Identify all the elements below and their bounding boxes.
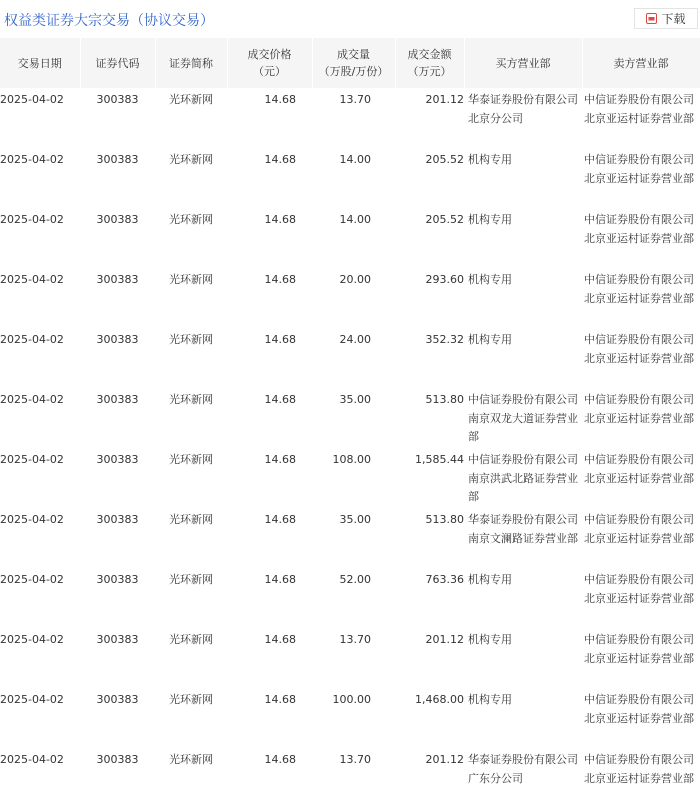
cell-amount: 201.12 [425,633,464,646]
cell-volume: 24.00 [339,333,371,346]
cell-seller: 中信证券股份有限公司北京亚运村证券营业部 [584,573,694,605]
cell-date: 2025-04-02 [0,693,64,706]
cell-date: 2025-04-02 [0,633,64,646]
cell-name: 光环新网 [169,153,213,166]
cell-buyer: 机构专用 [468,693,512,706]
cell-code: 300383 [96,633,139,646]
cell-date: 2025-04-02 [0,333,64,346]
cell-code: 300383 [96,753,139,766]
cell-volume: 14.00 [339,213,371,226]
header-price-line2: （元） [253,65,286,78]
cell-buyer: 机构专用 [468,213,512,226]
cell-date: 2025-04-02 [0,213,64,226]
cell-price: 14.68 [264,513,296,526]
cell-amount: 352.32 [425,333,464,346]
cell-amount: 763.36 [425,573,464,586]
cell-price: 14.68 [264,213,296,226]
cell-name: 光环新网 [169,633,213,646]
cell-seller: 中信证券股份有限公司北京亚运村证券营业部 [584,513,694,545]
cell-code: 300383 [96,573,139,586]
cell-amount: 513.80 [425,513,464,526]
header-price-line1: 成交价格 [247,48,292,61]
cell-volume: 52.00 [339,573,371,586]
table-header-row [0,38,700,88]
cell-buyer: 华泰证券股份有限公司广东分公司 [468,753,578,785]
cell-volume: 108.00 [332,453,371,466]
table-row [0,508,700,568]
cell-date: 2025-04-02 [0,93,64,106]
cell-code: 300383 [96,273,139,286]
cell-name: 光环新网 [169,693,213,706]
cell-price: 14.68 [264,453,296,466]
cell-seller: 中信证券股份有限公司北京亚运村证券营业部 [584,633,694,665]
cell-price: 14.68 [264,153,296,166]
cell-price: 14.68 [264,273,296,286]
header-volume[interactable] [312,38,395,88]
cell-seller: 中信证券股份有限公司北京亚运村证券营业部 [584,693,694,725]
cell-name: 光环新网 [169,513,213,526]
cell-seller: 中信证券股份有限公司北京亚运村证券营业部 [584,333,694,365]
cell-date: 2025-04-02 [0,153,64,166]
cell-date: 2025-04-02 [0,273,64,286]
table-row [0,388,700,448]
header-volume-line1: 成交量 [337,48,370,61]
cell-name: 光环新网 [169,753,213,766]
cell-volume: 14.00 [339,153,371,166]
header-price[interactable] [227,38,312,88]
header-amount-line2: （万元） [407,65,452,78]
cell-amount: 205.52 [425,213,464,226]
cell-code: 300383 [96,153,139,166]
header-date[interactable]: 交易日期 [0,38,80,88]
cell-date: 2025-04-02 [0,393,64,406]
cell-seller: 中信证券股份有限公司北京亚运村证券营业部 [584,453,694,485]
cell-date: 2025-04-02 [0,513,64,526]
cell-volume: 35.00 [339,513,371,526]
header-amount-line1: 成交金额 [407,48,452,61]
table-row [0,748,700,808]
cell-seller: 中信证券股份有限公司北京亚运村证券营业部 [584,213,694,245]
table-row [0,628,700,688]
cell-amount: 1,585.44 [415,453,464,466]
cell-price: 14.68 [264,333,296,346]
page-title: 权益类证券大宗交易（协议交易） [4,13,214,29]
cell-volume: 13.70 [339,753,371,766]
download-button[interactable] [634,8,698,29]
page-header [0,0,700,38]
cell-seller: 中信证券股份有限公司北京亚运村证券营业部 [584,273,694,305]
cell-price: 14.68 [264,693,296,706]
cell-price: 14.68 [264,753,296,766]
cell-code: 300383 [96,513,139,526]
table-row [0,688,700,748]
table-row [0,268,700,328]
cell-buyer: 机构专用 [468,633,512,646]
cell-price: 14.68 [264,393,296,406]
cell-buyer: 华泰证券股份有限公司北京分公司 [468,93,578,125]
cell-amount: 205.52 [425,153,464,166]
cell-buyer: 机构专用 [468,333,512,346]
cell-name: 光环新网 [169,273,213,286]
table-row [0,148,700,208]
cell-date: 2025-04-02 [0,753,64,766]
table-row [0,568,700,628]
table-row [0,448,700,508]
cell-date: 2025-04-02 [0,573,64,586]
cell-name: 光环新网 [169,93,213,106]
cell-name: 光环新网 [169,573,213,586]
cell-buyer: 机构专用 [468,153,512,166]
cell-buyer: 华泰证券股份有限公司南京文澜路证券营业部 [468,513,578,545]
cell-buyer: 中信证券股份有限公司南京双龙大道证券营业部 [468,393,578,444]
download-file-icon [646,13,657,24]
cell-amount: 513.80 [425,393,464,406]
cell-code: 300383 [96,693,139,706]
cell-seller: 中信证券股份有限公司北京亚运村证券营业部 [584,153,694,185]
cell-volume: 20.00 [339,273,371,286]
cell-buyer: 机构专用 [468,273,512,286]
cell-buyer: 中信证券股份有限公司南京洪武北路证券营业部 [468,453,578,504]
header-amount[interactable] [395,38,464,88]
cell-amount: 201.12 [425,93,464,106]
cell-code: 300383 [96,333,139,346]
header-buyer[interactable]: 买方营业部 [464,38,582,88]
cell-name: 光环新网 [169,333,213,346]
header-seller[interactable]: 卖方营业部 [582,38,700,88]
cell-name: 光环新网 [169,393,213,406]
header-name[interactable]: 证券简称 [155,38,227,88]
cell-price: 14.68 [264,573,296,586]
cell-volume: 13.70 [339,633,371,646]
table-row [0,208,700,268]
table-row [0,88,700,148]
cell-buyer: 机构专用 [468,573,512,586]
cell-name: 光环新网 [169,453,213,466]
cell-seller: 中信证券股份有限公司北京亚运村证券营业部 [584,393,694,425]
header-volume-line2: （万股/万份） [318,65,389,78]
cell-amount: 293.60 [425,273,464,286]
cell-seller: 中信证券股份有限公司北京亚运村证券营业部 [584,93,694,125]
cell-seller: 中信证券股份有限公司北京亚运村证券营业部 [584,753,694,785]
cell-price: 14.68 [264,633,296,646]
cell-code: 300383 [96,393,139,406]
cell-name: 光环新网 [169,213,213,226]
cell-code: 300383 [96,453,139,466]
block-trade-table [0,38,700,808]
cell-price: 14.68 [264,93,296,106]
cell-amount: 1,468.00 [415,693,464,706]
table-row [0,328,700,388]
cell-volume: 13.70 [339,93,371,106]
cell-date: 2025-04-02 [0,453,64,466]
cell-code: 300383 [96,93,139,106]
cell-volume: 100.00 [332,693,371,706]
download-button-label: 下载 [661,12,686,26]
cell-volume: 35.00 [339,393,371,406]
header-code[interactable]: 证券代码 [80,38,155,88]
cell-amount: 201.12 [425,753,464,766]
cell-code: 300383 [96,213,139,226]
